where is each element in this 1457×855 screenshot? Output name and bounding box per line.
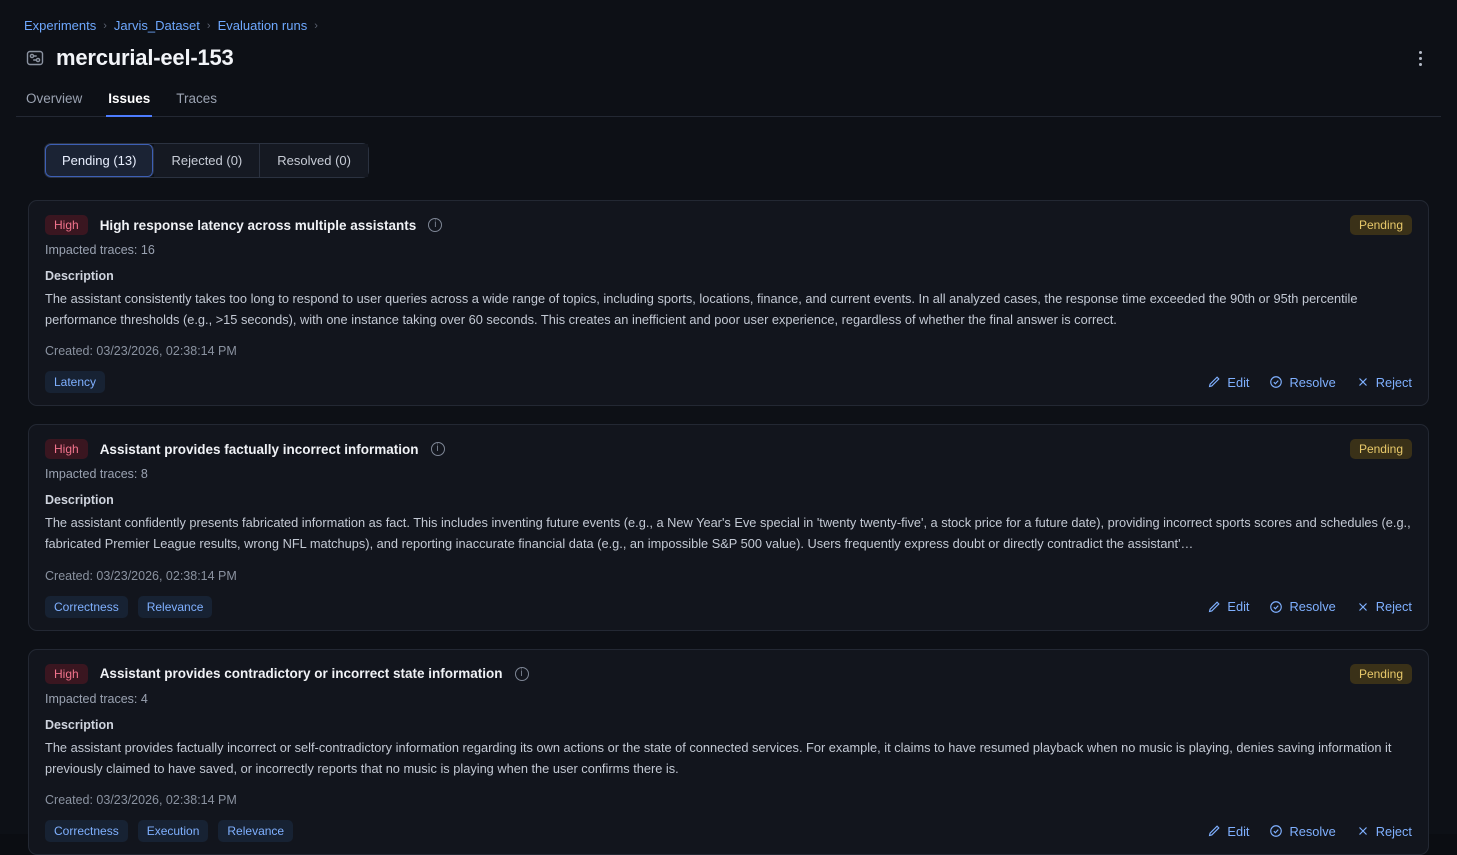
issue-card bbox=[28, 649, 1429, 855]
issue-footer bbox=[45, 371, 1412, 393]
filter-resolved[interactable]: Resolved (0) bbox=[260, 144, 368, 177]
status-badge: Pending bbox=[1350, 215, 1412, 235]
check-circle-icon bbox=[1269, 824, 1283, 838]
edit-label: Edit bbox=[1227, 599, 1250, 615]
issue-card bbox=[28, 200, 1429, 406]
issue-header bbox=[45, 664, 1412, 684]
issue-footer bbox=[45, 596, 1412, 618]
kebab-menu-icon[interactable] bbox=[1407, 45, 1433, 71]
reject-label: Reject bbox=[1375, 374, 1412, 390]
tag-list bbox=[45, 820, 293, 842]
status-filter-group bbox=[44, 143, 369, 178]
resolve-button[interactable] bbox=[1269, 599, 1335, 614]
pencil-icon bbox=[1207, 600, 1221, 614]
severity-badge: High bbox=[45, 215, 88, 235]
edit-label: Edit bbox=[1227, 823, 1250, 839]
tab-bar bbox=[16, 79, 1441, 117]
issue-description: The assistant consistently takes too long to respond to user queries across a wide range of topics, including sports, locations, finance, and current events. In all analyzed cases, the response time exceeded the 90th or 95th percentile performance thresholds (e.g., >15 seconds), with one instance taking over 60 seconds. This creates an inefficient and poor user experience, regardless of whether the final answer is correct. bbox=[45, 291, 1358, 327]
edit-label: Edit bbox=[1227, 374, 1250, 390]
breadcrumb-item-experiments[interactable]: Experiments bbox=[24, 18, 97, 33]
resolve-button[interactable] bbox=[1269, 375, 1335, 390]
info-icon[interactable]: i bbox=[428, 218, 442, 232]
close-icon bbox=[1356, 824, 1370, 838]
issue-title: Assistant provides factually incorrect information bbox=[99, 441, 419, 457]
breadcrumb-separator-icon: › bbox=[206, 19, 211, 32]
created-timestamp: Created: 03/23/2026, 02:38:14 PM bbox=[45, 793, 237, 808]
tag[interactable]: Correctness bbox=[45, 820, 128, 842]
action-list bbox=[1207, 375, 1412, 390]
breadcrumb-separator-icon: › bbox=[314, 19, 318, 32]
description-label: Description bbox=[45, 717, 114, 732]
issue-list bbox=[16, 200, 1441, 839]
page-title: mercurial-eel-153 bbox=[56, 45, 234, 70]
close-icon bbox=[1356, 375, 1370, 389]
resolve-label: Resolve bbox=[1289, 599, 1336, 615]
impacted-traces: Impacted traces: 16 bbox=[45, 243, 155, 257]
filter-rejected[interactable]: Rejected (0) bbox=[154, 144, 260, 177]
issue-description: The assistant confidently presents fabricated information as fact. This includes inventing future events (e.g., a New Year's Eve special in 'twenty twenty-five', a stock price for a future date), providing incorrect sports scores and schedules (e.g., fabricated Premier League results, wrong NFL matchups), and reporting inaccurate financial data (e.g., an impossible S&P 500 value). Users frequently express doubt or directly contradict the assistant'… bbox=[45, 515, 1411, 552]
tab-overview[interactable]: Overview bbox=[26, 91, 83, 106]
breadcrumb-item-evaluation-runs[interactable]: Evaluation runs bbox=[217, 18, 308, 33]
resolve-button[interactable] bbox=[1269, 824, 1335, 839]
issue-title: High response latency across multiple assistants bbox=[99, 217, 417, 233]
check-circle-icon bbox=[1269, 600, 1283, 614]
tag[interactable]: Relevance bbox=[138, 596, 213, 618]
edit-button[interactable] bbox=[1207, 599, 1249, 614]
reject-button[interactable] bbox=[1356, 599, 1412, 614]
experiment-icon bbox=[24, 47, 46, 69]
status-badge: Pending bbox=[1350, 664, 1412, 684]
severity-badge: High bbox=[45, 664, 88, 684]
breadcrumb bbox=[16, 0, 1441, 39]
status-badge: Pending bbox=[1350, 439, 1412, 459]
tag[interactable]: Latency bbox=[45, 371, 105, 393]
close-icon bbox=[1356, 600, 1370, 614]
edit-button[interactable] bbox=[1207, 375, 1249, 390]
impacted-traces: Impacted traces: 8 bbox=[45, 467, 148, 482]
issue-header bbox=[45, 215, 1412, 235]
resolve-label: Resolve bbox=[1289, 823, 1336, 839]
tag[interactable]: Execution bbox=[138, 820, 209, 842]
reject-button[interactable] bbox=[1356, 375, 1412, 390]
description-label: Description bbox=[45, 269, 114, 283]
pencil-icon bbox=[1207, 824, 1221, 838]
created-timestamp: Created: 03/23/2026, 02:38:14 PM bbox=[45, 568, 237, 583]
tab-issues[interactable]: Issues bbox=[106, 91, 152, 117]
reject-button[interactable] bbox=[1356, 824, 1412, 839]
issue-footer bbox=[45, 820, 1412, 842]
issue-header bbox=[45, 439, 1412, 459]
info-icon[interactable]: i bbox=[431, 442, 445, 456]
action-list bbox=[1207, 824, 1412, 839]
info-icon[interactable]: i bbox=[515, 667, 529, 681]
page-header bbox=[16, 39, 1441, 75]
issue-title: Assistant provides contradictory or incorrect state information bbox=[99, 666, 503, 682]
tag[interactable]: Relevance bbox=[218, 820, 293, 842]
reject-label: Reject bbox=[1375, 823, 1412, 839]
tag-list bbox=[45, 371, 105, 393]
tag[interactable]: Correctness bbox=[45, 596, 128, 618]
resolve-label: Resolve bbox=[1289, 374, 1336, 390]
created-timestamp: Created: 03/23/2026, 02:38:14 PM bbox=[45, 344, 237, 359]
issue-description: The assistant provides factually incorrect or self-contradictory information regarding its own actions or the state of connected services. For example, it claims to have resumed playback when no music is playing, denies saving information it previously claimed to have saved, or incorrectly reports that no music is playing when the user confirms there is. bbox=[45, 739, 1392, 776]
tab-traces[interactable]: Traces bbox=[176, 91, 218, 106]
description-label: Description bbox=[45, 493, 114, 508]
tag-list bbox=[45, 596, 212, 618]
breadcrumb-item-dataset[interactable]: Jarvis_Dataset bbox=[113, 18, 200, 33]
breadcrumb-separator-icon: › bbox=[103, 19, 107, 32]
issue-card bbox=[28, 424, 1429, 630]
reject-label: Reject bbox=[1375, 599, 1412, 615]
filter-pending[interactable]: Pending (13) bbox=[45, 144, 154, 177]
pencil-icon bbox=[1207, 375, 1221, 389]
action-list bbox=[1207, 599, 1412, 614]
impacted-traces: Impacted traces: 4 bbox=[45, 691, 148, 706]
severity-badge: High bbox=[45, 439, 88, 459]
edit-button[interactable] bbox=[1207, 824, 1249, 839]
check-circle-icon bbox=[1269, 375, 1283, 389]
